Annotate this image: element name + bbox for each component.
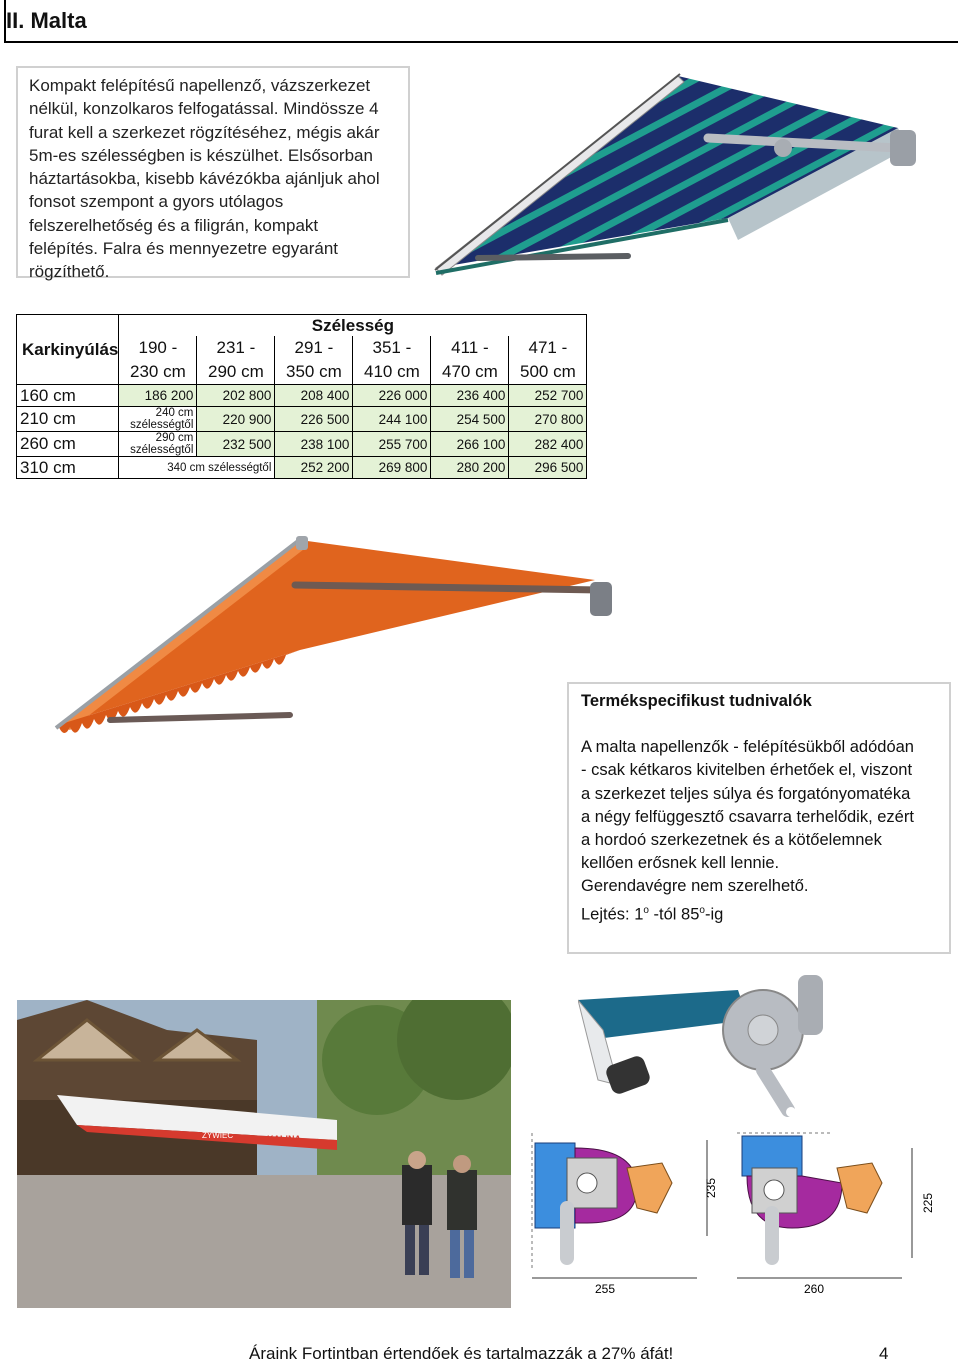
price-cell: 254 500 xyxy=(431,407,509,432)
price-cell: 252 200 xyxy=(275,457,353,479)
price-cell: 208 400 xyxy=(275,385,353,407)
intro-line: nélkül, konzolkaros felfogatással. Mindössze 4 xyxy=(29,99,379,119)
column-header: 411 - 470 cm xyxy=(431,336,509,385)
street-photo xyxy=(17,1000,511,1308)
intro-line: fonsot szempont a gyors utólagos xyxy=(29,192,284,212)
intro-line: Kompakt felépítésű napellenző, vázszerkezet xyxy=(29,76,371,95)
spec-line: Gerendavégre nem szerelhető. xyxy=(581,877,809,896)
row-header-cell xyxy=(17,315,119,385)
row-label: 260 cm xyxy=(17,432,119,457)
price-cell: 269 800 xyxy=(353,457,431,479)
table-row xyxy=(17,407,587,432)
price-cell: 226 000 xyxy=(353,385,431,407)
availability-note: 340 cm szélességtől xyxy=(119,457,275,479)
spec-title: Termékspecifikust tudnivalók xyxy=(581,692,812,710)
price-cell: 236 400 xyxy=(431,385,509,407)
intro-box xyxy=(16,66,410,282)
spec-line: A malta napellenzők - felépítésükből adódóan xyxy=(581,738,914,757)
availability-note: 240 cm szélességtől xyxy=(119,407,197,432)
page-number: 4 xyxy=(879,1344,889,1363)
section-title: II. Malta xyxy=(6,8,87,33)
spec-line: - csak kétkaros kivitelben érhetőek el, viszont xyxy=(581,761,913,780)
intro-line: háztartásokba, kisebb kávézókba ajánljuk ahol xyxy=(29,169,380,189)
table-row xyxy=(17,432,587,457)
dimension-height: 235 xyxy=(704,1177,718,1198)
price-cell: 244 100 xyxy=(353,407,431,432)
price-cell: 270 800 xyxy=(509,407,587,432)
striped-awning-image xyxy=(428,68,928,280)
price-cell: 252 700 xyxy=(509,385,587,407)
intro-line: felszerelhetőség és a filigrán, kompakt xyxy=(29,215,319,235)
title-rule xyxy=(4,41,958,43)
row-label: 160 cm xyxy=(17,385,119,407)
row-label: 310 cm xyxy=(17,457,119,479)
price-cell: 266 100 xyxy=(431,432,509,457)
column-header: 231 - 290 cm xyxy=(197,336,275,385)
photo-sign: ŻYWIEC xyxy=(202,1131,234,1140)
spec-box xyxy=(567,682,951,954)
orange-awning-image xyxy=(50,530,630,745)
price-cell: 220 900 xyxy=(197,407,275,432)
spec-line: kellően erősnek kell lennie. xyxy=(581,854,780,873)
price-table xyxy=(16,314,587,479)
dimension-width: 260 xyxy=(804,1282,825,1296)
width-header: Szélesség xyxy=(119,315,587,337)
column-header: 291 - 350 cm xyxy=(275,336,353,385)
tilt-line: Lejtés: 1$^o$ -tól 85$^o$-ig xyxy=(581,904,724,924)
intro-line: felépítés. Falra és mennyezetre egyaránt xyxy=(29,239,338,259)
price-cell: 186 200 xyxy=(119,385,197,407)
intro-line: 5m-es szélességben is készülhet. Elsősorban xyxy=(29,145,373,165)
row-header: Karkinyúlás xyxy=(22,339,119,359)
bracket-diagram-left xyxy=(527,1128,732,1300)
table-row xyxy=(17,457,587,479)
dimension-width: 255 xyxy=(595,1282,616,1296)
bracket-3d-image xyxy=(578,970,828,1120)
spec-line: a szerkezet teljes súlya és forgatónyomatéka xyxy=(581,784,911,803)
photo-sign: KALINA xyxy=(267,1134,301,1144)
intro-line: furat kell a szerkezet rögzítéséhez, mégis akár xyxy=(29,122,380,142)
spec-line: a hordoó szerkezetnek és a kötőelemnek xyxy=(581,831,882,850)
price-cell: 282 400 xyxy=(509,432,587,457)
availability-note: 290 cm szélességtől xyxy=(119,432,197,457)
row-label: 210 cm xyxy=(17,407,119,432)
price-cell: 296 500 xyxy=(509,457,587,479)
price-cell: 238 100 xyxy=(275,432,353,457)
price-cell: 202 800 xyxy=(197,385,275,407)
table-row xyxy=(17,385,587,407)
intro-line: rögzíthető. xyxy=(29,262,110,282)
bracket-diagram-right xyxy=(732,1128,942,1300)
column-header: 471 - 500 cm xyxy=(509,336,587,385)
column-header: 190 - 230 cm xyxy=(119,336,197,385)
price-cell: 280 200 xyxy=(431,457,509,479)
spec-line: a négy felfüggesztő csavarra terhelődik, ezért xyxy=(581,807,914,826)
price-cell: 255 700 xyxy=(353,432,431,457)
footer-note: Áraink Fortintban értendőek és tartalmazzák a 27% áfát! xyxy=(249,1344,674,1363)
price-cell: 232 500 xyxy=(197,432,275,457)
dimension-height: 225 xyxy=(921,1192,935,1213)
price-cell: 226 500 xyxy=(275,407,353,432)
column-header: 351 - 410 cm xyxy=(353,336,431,385)
